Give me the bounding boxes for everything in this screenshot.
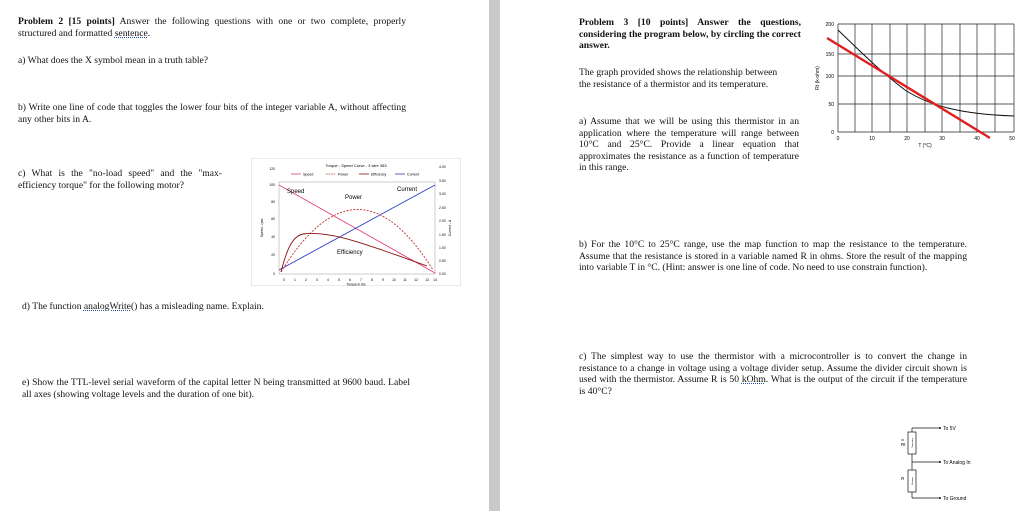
chart-title: Torque - Speed Curve - 3 wire 383 <box>325 163 387 168</box>
node-analog <box>939 461 941 463</box>
spellcheck-word: sentence <box>114 27 148 39</box>
right-tick: 2.50 <box>439 206 446 210</box>
right-page <box>500 0 1024 511</box>
right-tick: 0.00 <box>439 272 446 276</box>
x-tick: 40 <box>974 136 980 142</box>
left-tick: 40 <box>271 235 275 239</box>
voltage-divider-circuit <box>900 420 990 506</box>
question-3a: a) Assume that we will be using this thermistor in an application where the temperature will range between 10°C and 25°C. Provide a linear equation that approximates the resistance as a function of temperature in this range. <box>579 116 799 173</box>
x-axis-label: T (°C) <box>918 143 932 149</box>
label-to-ground: To Ground <box>943 496 967 502</box>
x-tick: 9 <box>382 278 384 282</box>
right-tick: 0.50 <box>439 259 446 263</box>
question-2b: b) Write one line of code that toggles the lower four bits of the integer variable A, without affecting any other bits in A. <box>18 102 406 125</box>
right-tick: 3.50 <box>439 179 446 183</box>
x-tick: 2 <box>305 278 307 282</box>
x-tick: 3 <box>316 278 318 282</box>
left-tick: 20 <box>271 253 275 257</box>
x-tick: 14 <box>433 278 437 282</box>
left-tick: 80 <box>271 200 275 204</box>
left-tick: 100 <box>269 183 275 187</box>
unit-word: kOhm <box>741 374 766 385</box>
problem-2-title: Problem 2 [15 points] <box>18 16 115 27</box>
left-tick: 0 <box>273 272 275 276</box>
right-tick: 2.00 <box>439 219 446 223</box>
graph-description: The graph provided shows the relationship between the resistance of a thermistor and its temperature. <box>579 67 778 90</box>
thermistor-small-label: Thermistor <box>912 437 914 449</box>
x-tick: 4 <box>327 278 329 282</box>
thermistor-curve <box>838 30 1014 116</box>
right-tick: 1.00 <box>439 246 446 250</box>
resistor-small-label: Resistor <box>912 476 914 486</box>
right-tick: 4.00 <box>439 165 446 169</box>
y-tick: 150 <box>825 52 834 58</box>
x-tick: 8 <box>371 278 373 282</box>
question-2e: e) Show the TTL-level serial waveform of the capital letter N being transmitted at 9600 baud. Label all axes (showing voltage levels and the duration of one bit). <box>22 377 410 400</box>
left-tick: 60 <box>271 217 275 221</box>
question-3c-text: c) The simplest way to use the thermistor with a microcontroller is to convert the change in resistance to a change in voltage using a voltage divider setup. Assume the divider circuit shown is used with the thermistor. Assume R is 50 <box>579 351 967 385</box>
left-page <box>0 0 489 511</box>
efficiency-label: Efficiency <box>337 250 363 256</box>
current-label: Current <box>397 187 418 193</box>
linear-fit-line <box>827 38 990 138</box>
x-axis-ticks <box>283 278 437 282</box>
problem-2-heading <box>18 16 406 39</box>
x-tick: 50 <box>1009 136 1015 142</box>
node-ground <box>939 497 941 499</box>
x-tick: 13 <box>425 278 429 282</box>
question-3c-text-end: . What is the output of the circuit if the temperature is 40°C? <box>579 374 967 397</box>
x-tick: 10 <box>392 278 396 282</box>
question-2d-text-end: () has a misleading name. Explain. <box>130 301 264 312</box>
y-tick: 100 <box>825 74 834 80</box>
period: . <box>147 27 151 39</box>
y-axis-label: Rt (k-ohm) <box>815 66 821 90</box>
question-3b: b) For the 10°C to 25°C range, use the map function to map the resistance to the temperature. Assume that the resistance is stored in a variable named R in ohms. Store the result of the mapping into variable T in °C. (Hint: answer is one line of code. No need to use constrain function). <box>579 239 967 273</box>
legend-speed: Speed <box>303 172 314 177</box>
x-tick: 0 <box>283 278 285 282</box>
left-axis-label: Speed - rpm <box>260 218 264 238</box>
x-tick: 10 <box>869 136 875 142</box>
y-tick: 200 <box>825 22 834 28</box>
x-tick: 20 <box>904 136 910 142</box>
question-3c <box>579 351 967 397</box>
label-to-analog-in: To Analog In <box>943 460 971 466</box>
x-tick: 7 <box>360 278 362 282</box>
node-5v <box>939 427 941 429</box>
label-rt: Rt <box>901 442 906 447</box>
x-tick: 12 <box>414 278 418 282</box>
x-tick: 5 <box>338 278 340 282</box>
problem-3-heading: Problem 3 [10 points] Answer the questions, considering the program below, by circling the correct answer. <box>579 17 801 51</box>
thermistor-chart <box>810 16 1024 176</box>
speed-label: Speed <box>287 189 305 195</box>
x-tick: 6 <box>349 278 351 282</box>
x-axis-label: Torque in lbs <box>346 282 366 286</box>
right-axis-label: Current - A <box>448 219 452 237</box>
label-r: R <box>901 476 905 481</box>
y-tick: 0 <box>831 130 834 136</box>
motor-torque-speed-chart <box>251 158 461 286</box>
x-tick: 11 <box>403 278 407 282</box>
circuit-wires <box>901 428 940 498</box>
y-tick: 50 <box>828 102 834 108</box>
x-tick: 0 <box>836 136 840 142</box>
x-tick: 1 <box>294 278 296 282</box>
power-label: Power <box>345 195 363 201</box>
question-2c: c) What is the "no-load speed" and the "max-efficiency torque" for the following motor? <box>18 168 222 191</box>
question-2d <box>22 301 412 313</box>
legend-power: Power <box>338 172 349 177</box>
left-tick: 120 <box>269 167 275 171</box>
question-2a: a) What does the X symbol mean in a truth table? <box>18 55 209 66</box>
function-name: analogWrite <box>83 301 131 312</box>
right-tick: 3.00 <box>439 192 446 196</box>
legend-current: Current <box>407 172 419 177</box>
x-tick: 30 <box>939 136 945 142</box>
right-tick: 1.50 <box>439 233 446 237</box>
label-to-5v: To 5V <box>943 426 956 432</box>
problem-2-intro: Answer the following questions with one or two complete, properly structured and formatted <box>18 16 406 39</box>
grid <box>838 24 1014 132</box>
right-axis-ticks <box>439 165 446 276</box>
legend-efficiency: Efficiency <box>371 172 387 177</box>
question-2d-text: d) The function <box>22 301 84 312</box>
